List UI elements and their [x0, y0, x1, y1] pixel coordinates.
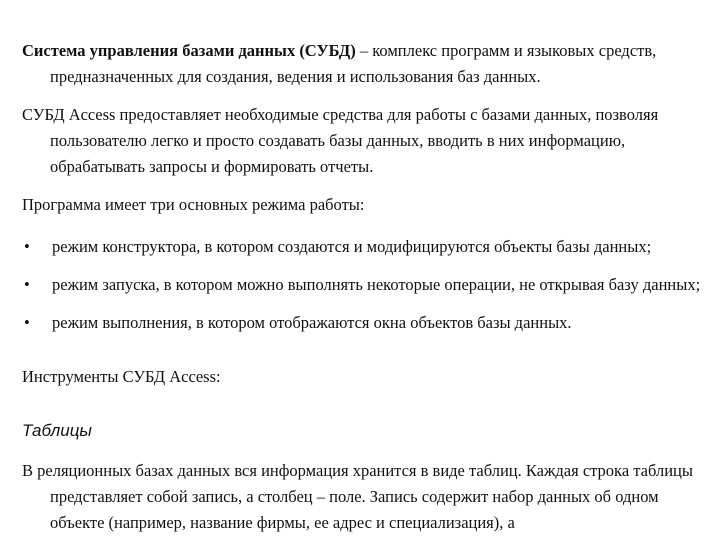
definition-term: Система управления базами данных (СУБД)	[22, 41, 356, 60]
list-item-text: режим выполнения, в котором отображаются окна объектов базы данных.	[52, 313, 572, 332]
list-item	[22, 234, 702, 260]
modes-intro-paragraph: Программа имеет три основных режима работы:	[22, 195, 365, 214]
definition-text: – комплекс программ и языковых средств, предназначенных для создания, ведения и использования баз данных.	[50, 41, 657, 86]
bullet-icon: •	[24, 313, 30, 332]
tables-heading: Таблицы	[22, 421, 92, 440]
document-page	[22, 32, 702, 536]
access-intro-paragraph: СУБД Access предоставляет необходимые средства для работы с базами данных, позволяя пользователю легко и просто создавать базы данных, вводить в них информацию, обрабатывать запросы и формировать отчеты.	[22, 105, 659, 176]
tools-heading: Инструменты СУБД Access:	[22, 367, 221, 386]
list-item-text: режим конструктора, в котором создаются и модифицируются объекты базы данных;	[52, 237, 652, 256]
modes-list	[22, 234, 702, 336]
bullet-icon: •	[24, 237, 30, 256]
list-item-text: режим запуска, в котором можно выполнять некоторые операции, не открывая базу данных;	[52, 275, 701, 294]
definition-paragraph	[22, 38, 702, 90]
list-item	[22, 272, 702, 298]
list-item	[22, 310, 702, 336]
tables-paragraph: В реляционных базах данных вся информация хранится в виде таблиц. Каждая строка таблицы представляет собой запись, а столбец – поле. Запись содержит набор данных об одном объекте (например, название фирмы, ее адрес и специализация), а	[22, 461, 693, 532]
bullet-icon: •	[24, 275, 30, 294]
